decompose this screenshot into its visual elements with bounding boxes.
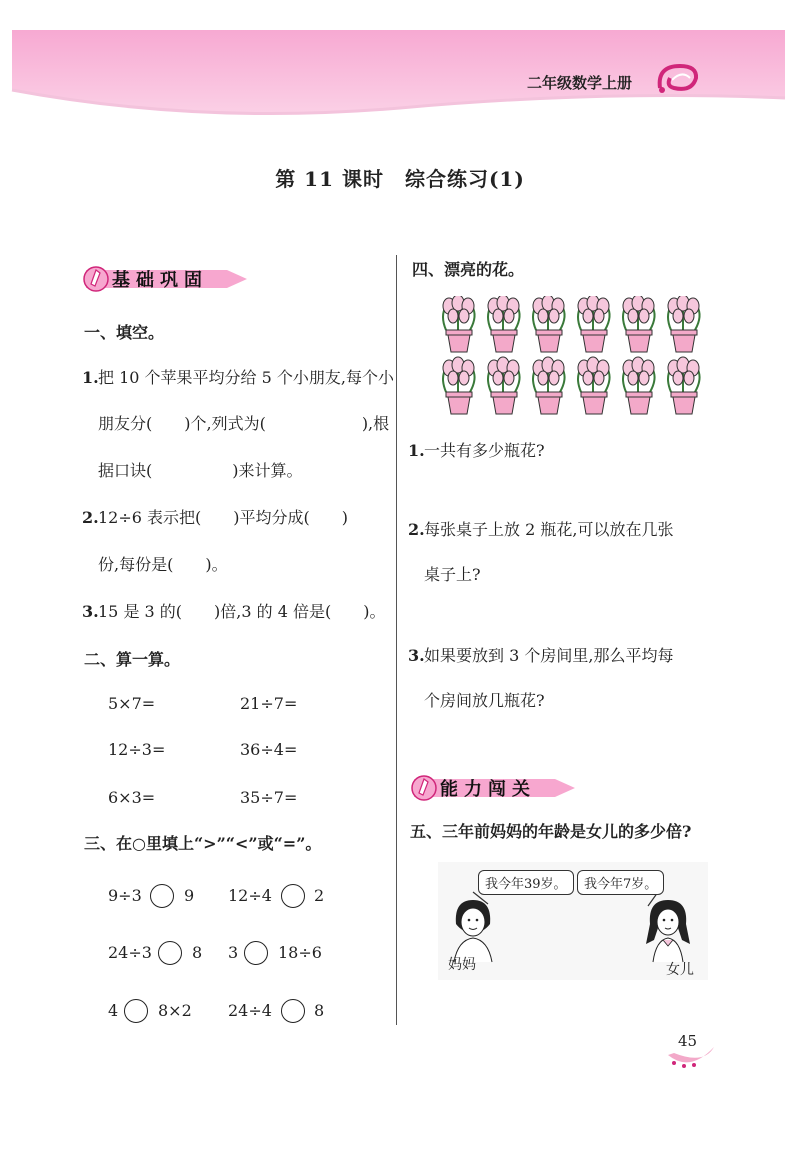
daughter-label: 女儿	[666, 962, 694, 978]
compare-right-expr: 8	[192, 943, 203, 962]
column-divider	[396, 255, 397, 1025]
calc-problem: 5×7=	[108, 694, 156, 713]
q1-item2-line1: 12÷6 表示把( )平均分成( )	[98, 508, 349, 527]
compare-circle[interactable]	[158, 941, 182, 965]
q1-item1-num: 1.	[82, 368, 99, 387]
compare-right-expr: 2	[314, 886, 325, 905]
q1-heading: 一、填空。	[84, 323, 165, 342]
q1-item1-line1: 把 10 个苹果平均分给 5 个小朋友,每个小	[98, 368, 394, 387]
q2-heading: 二、算一算。	[84, 650, 181, 669]
compare-circle[interactable]	[244, 941, 268, 965]
compare-right-expr: 18÷6	[278, 943, 322, 962]
section-tag-label: 能力闯关	[440, 779, 536, 800]
compare-right-expr: 8	[314, 1001, 325, 1020]
q4-sub2-line2: 桌子上?	[424, 565, 481, 584]
q1-item3-line1: 15 是 3 的( )倍,3 的 4 倍是( )。	[98, 602, 386, 621]
q4-sub3-line1: 如果要放到 3 个房间里,那么平均每	[424, 646, 674, 665]
compare-right-expr: 9	[184, 886, 195, 905]
q1-item2-num: 2.	[82, 508, 99, 527]
daughter-speech-bubble: 我今年7岁。	[577, 870, 664, 895]
q4-sub3-line2: 个房间放几瓶花?	[424, 691, 545, 710]
swirl-logo-icon	[652, 58, 702, 98]
compare-right-expr: 8×2	[158, 1001, 192, 1020]
grade-label: 二年级数学上册	[527, 74, 633, 92]
compare-left-expr: 24÷4	[228, 1001, 272, 1020]
section-tag-ability	[410, 773, 580, 803]
calc-problem: 6×3=	[108, 788, 156, 807]
section-tag-label: 基础巩固	[112, 270, 208, 291]
page-title: 第 11 课时 综合练习(1)	[275, 167, 525, 191]
q3-heading: 三、在○里填上“>”“<”或“=”。	[84, 834, 322, 853]
q4-sub3-num: 3.	[408, 646, 425, 665]
compare-left-expr: 24÷3	[108, 943, 152, 962]
calc-problem: 12÷3=	[108, 740, 166, 759]
calc-problem: 21÷7=	[240, 694, 298, 713]
page-number: 45	[678, 1032, 698, 1050]
compare-left-expr: 4	[108, 1001, 119, 1020]
q1-item2-line2: 份,每份是( )。	[98, 555, 228, 574]
q4-heading: 四、漂亮的花。	[412, 260, 525, 279]
compare-circle[interactable]	[124, 999, 148, 1023]
compare-circle[interactable]	[150, 884, 174, 908]
q1-item1-line2: 朋友分( )个,列式为( ),根	[98, 414, 390, 433]
q4-sub1-num: 1.	[408, 441, 425, 460]
calc-problem: 36÷4=	[240, 740, 298, 759]
compare-left-expr: 12÷4	[228, 886, 272, 905]
mom-speech-bubble: 我今年39岁。	[478, 870, 574, 895]
flower-pots-illustration	[440, 296, 710, 418]
q1-item1-line3: 据口诀( )来计算。	[98, 461, 303, 480]
section-tag-basic	[82, 264, 252, 294]
q4-sub1: 一共有多少瓶花?	[424, 441, 545, 460]
compare-left-expr: 3	[228, 943, 239, 962]
mom-label: 妈妈	[448, 957, 476, 973]
q4-sub2-line1: 每张桌子上放 2 瓶花,可以放在几张	[424, 520, 674, 539]
q5-heading: 五、三年前妈妈的年龄是女儿的多少倍?	[410, 822, 692, 841]
calc-problem: 35÷7=	[240, 788, 298, 807]
q4-sub2-num: 2.	[408, 520, 425, 539]
compare-left-expr: 9÷3	[108, 886, 142, 905]
q1-item3-num: 3.	[82, 602, 99, 621]
compare-circle[interactable]	[281, 999, 305, 1023]
compare-circle[interactable]	[281, 884, 305, 908]
